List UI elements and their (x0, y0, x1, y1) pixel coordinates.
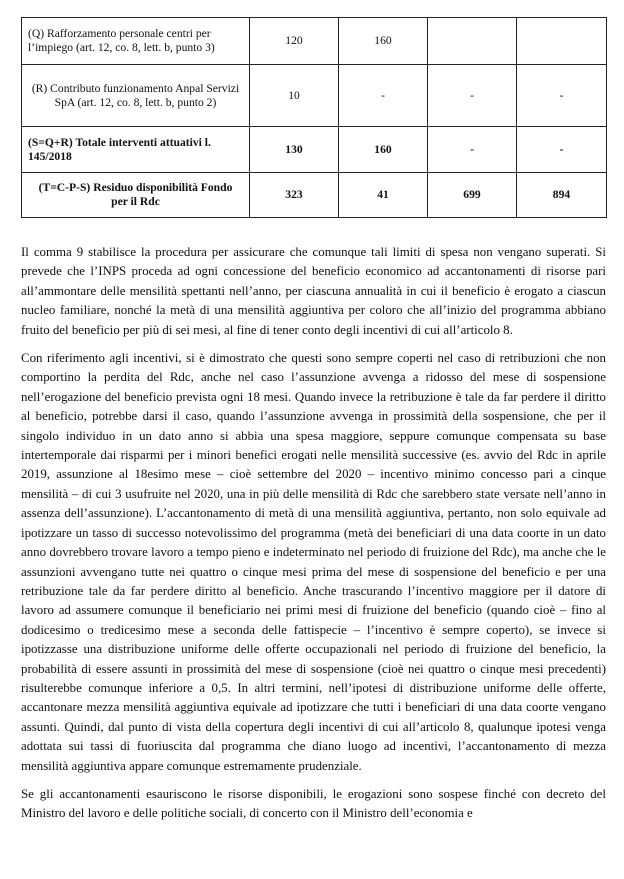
table-cell: - (428, 65, 517, 127)
table-cell (428, 18, 517, 65)
table-cell: - (517, 127, 607, 173)
row-label: (T=C-P-S) Residuo disponibilità Fondo per il Rdc (22, 173, 250, 218)
table-cell: 41 (339, 173, 428, 218)
paragraph: Se gli accantonamenti esauriscono le risorse disponibili, le erogazioni sono sospese finché con decreto del Ministro del lavoro e delle politiche sociali, di concerto con il Ministro dell’economia e (21, 786, 606, 821)
table-cell: 120 (250, 18, 339, 65)
table-cell: - (339, 65, 428, 127)
table-row (22, 65, 607, 127)
table-row (22, 18, 607, 65)
row-label: (Q) Rafforzamento personale centri per l’impiego (art. 12, co. 8, lett. b, punto 3) (22, 18, 250, 65)
table-row (22, 127, 607, 173)
table-cell: 699 (428, 173, 517, 218)
table-cell: 160 (339, 18, 428, 65)
table-cell: 160 (339, 127, 428, 173)
paragraph: Il comma 9 stabilisce la procedura per assicurare che comunque tali limiti di spesa non vengano superati. Si prevede che l’INPS proceda ad ogni concessione del beneficio economico ad accantonamenti di risorse pari all’ammontare delle mensilità spettanti nell’anno, per ciascuna annualità in cui il beneficio è erogato a ciascun nucleo familiare, nonché la metà di una mensilità aggiuntiva per coloro che all’inizio del programma abbiano fruito del beneficio per più di sei mesi, al fine di tener conto degli incentivi di cui all’articolo 8. (21, 245, 606, 337)
table-cell: - (517, 65, 607, 127)
table-cell: - (428, 127, 517, 173)
row-label: (R) Contributo funzionamento Anpal Servizi SpA (art. 12, co. 8, lett. b, punto 2) (22, 65, 250, 127)
table-cell (517, 18, 607, 65)
financial-table (21, 17, 607, 218)
table-cell: 10 (250, 65, 339, 127)
table-row (22, 173, 607, 218)
table-cell: 130 (250, 127, 339, 173)
row-label: (S=Q+R) Totale interventi attuativi l. 145/2018 (22, 127, 250, 173)
body-text (21, 243, 606, 833)
table-cell: 894 (517, 173, 607, 218)
paragraph: Con riferimento agli incentivi, si è dimostrato che questi sono sempre coperti nel caso di retribuzioni che non comportino la perdita del Rdc, anche nel caso l’assunzione avvenga a ridosso del mese di sospensione nell’erogazione del beneficio prevista ogni 18 mesi. Quando invece la retribuzione è tale da far perdere il diritto al beneficio, potrebbe darsi il caso, quando l’assunzione avvenga in prossimità della sospensione, che per il singolo individuo in un dato anno si abbia una spesa maggiore, seppure comunque compensata su base intertemporale dai risparmi per i minori benefici erogati nelle mensilità successive (es. avvio del Rdc in aprile 2019, assunzione al 18esimo mese – cioè settembre del 2020 – incentivo minimo concesso pari a cinque mensilità – di cui 3 usufruite nel 2020, una in più delle mensilità di Rdc che sarebbero state versate nell’anno in assenza dell’assunzione). L’accantonamento di metà di una mensilità aggiuntiva, pertanto, non solo equivale ad ipotizzare un tasso di successo notevolissimo del programma (metà dei beneficiari di una data coorte in un dato anno dovrebbero trovare lavoro a tempo pieno e indeterminato nel periodo di fruizione del Rdc), ma anche che le assunzioni avvengano tutte nei quattro o cinque mesi prima del mese di sospensione del beneficio e per una retribuzione tale da far perdere diritto al beneficio. Anche trascurando l’incentivo maggiore per il datore di lavoro ad assumere comunque il beneficiario nei primi mesi di fruizione del beneficio (quando cioè – fino al dodicesimo o tredicesimo mese a seconda delle fattispecie – l’incentivo è sempre coperto), se invece si ipotizzasse una distribuzione uniforme delle offerte occupazionali nel periodo di fruizione del beneficio, la probabilità di essere assunti in prossimità del mese di sospensione (cioè nei quattro o cinque mesi precedenti) risulterebbe comunque inferiore a 0,5. In altri termini, nell’ipotesi di distribuzione uniforme delle offerte, accantonare mezza mensilità aggiuntiva equivale ad ipotizzare che tutti i beneficiari di una data coorte vengano assunti. Quindi, dal punto di vista della copertura degli incentivi di cui all’articolo 8, qualunque ipotesi venga adottata sui tassi di fuoriuscita dal programma che diano luogo ad incentivi, l’accantonamento di mezza mensilità aggiuntiva appare comunque estremamente prudenziale. (21, 351, 606, 773)
table-cell: 323 (250, 173, 339, 218)
